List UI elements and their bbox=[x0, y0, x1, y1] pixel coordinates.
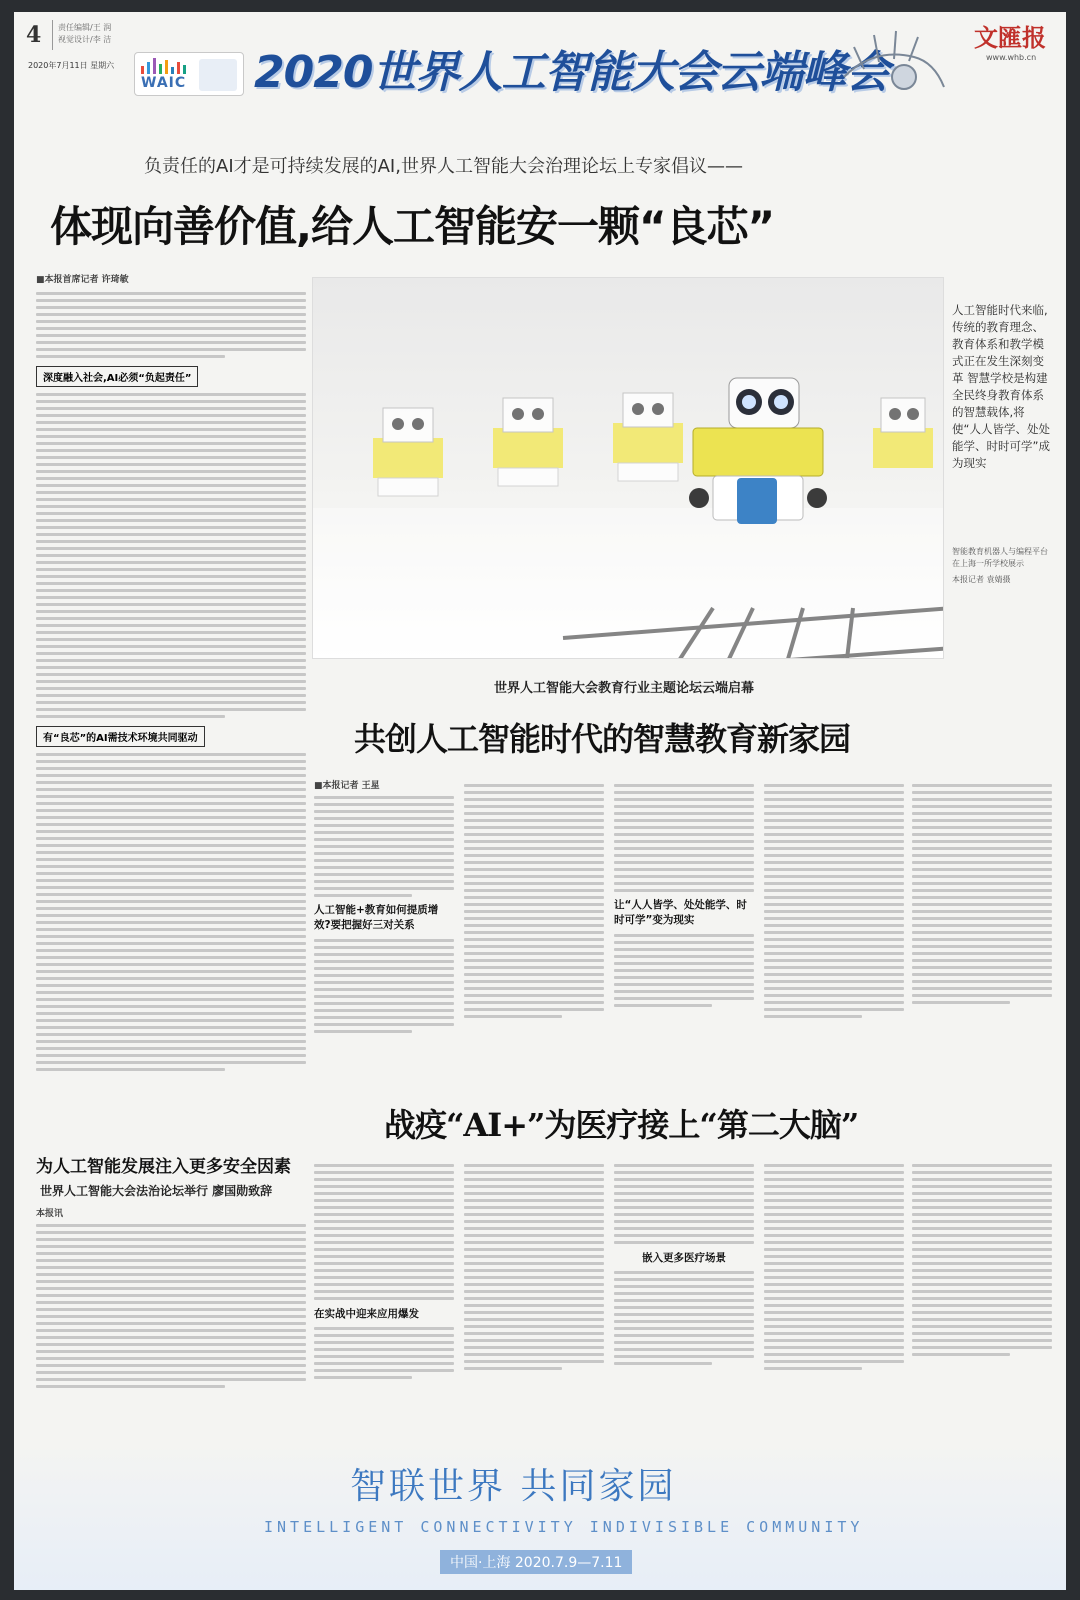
edu-headline: 共创人工智能时代的智慧教育新家园 bbox=[354, 720, 851, 758]
photo-caption-sidebar bbox=[952, 302, 1052, 652]
robot-scene-svg bbox=[313, 278, 944, 659]
lead-byline: ■本报首席记者 许琦敏 bbox=[36, 275, 129, 285]
editor-info-2: 视觉设计/李 洁 bbox=[58, 35, 112, 44]
medical-subhead-1: 在实战中迎来应用爆发 bbox=[314, 1308, 419, 1320]
lead-headline: 体现向善价值,给人工智能安一颗“良芯” bbox=[50, 202, 775, 251]
page-number: 4 bbox=[26, 22, 42, 48]
lead-body-paragraph-3 bbox=[36, 753, 306, 1071]
medical-subhead-2: 嵌入更多医疗场景 bbox=[642, 1252, 726, 1264]
edu-byline: ■本报记者 王星 bbox=[314, 781, 380, 791]
lead-article-body bbox=[36, 274, 306, 1134]
medical-column-5 bbox=[912, 1160, 1052, 1430]
edu-subhead-2: 让“人人皆学、处处能学、时时可学”变为现实 bbox=[614, 899, 747, 926]
footer-slogan-en: INTELLIGENT CONNECTIVITY INDIVISIBLE COMMUNITY bbox=[264, 1518, 864, 1536]
medical-column-2 bbox=[464, 1160, 604, 1430]
photo-credit: 本报记者 袁婧摄 bbox=[952, 575, 1011, 584]
security-subheadline: 世界人工智能大会法治论坛举行 廖国勋致辞 bbox=[40, 1184, 273, 1198]
caption-note: 智能教育机器人与编程平台在上海一所学校展示 bbox=[952, 547, 1048, 568]
footer-banner bbox=[14, 1442, 1066, 1590]
edu-subhead-1: 人工智能+教育如何提质增效?要把握好三对关系 bbox=[314, 904, 439, 931]
paper-url: www.whb.cn bbox=[986, 53, 1037, 62]
medical-column-1 bbox=[314, 1160, 454, 1430]
waic-logo-text: WAIC bbox=[141, 75, 187, 91]
background-robots bbox=[373, 393, 933, 496]
robot-photo bbox=[312, 277, 944, 659]
lead-body-paragraph-2 bbox=[36, 393, 306, 718]
waic-logo bbox=[134, 52, 244, 96]
edu-kicker: 世界人工智能大会教育行业主题论坛云端启幕 bbox=[494, 681, 755, 696]
footer-slogan: 智联世界 共同家园 bbox=[350, 1466, 677, 1507]
security-byline: 本报讯 bbox=[36, 1209, 64, 1219]
caption-sidebar-text: 人工智能时代来临,传统的教育理念、教育体系和教学模式正在发生深刻变革 智慧学校是构建全民终身教育体系的智慧载体,将使“人人皆学、处处能学、时时可学”成为现实 bbox=[952, 303, 1050, 470]
medical-headline: 战疫“AI+”为医疗接上“第二大脑” bbox=[384, 1106, 859, 1144]
edu-column-4 bbox=[764, 780, 904, 1070]
signal-bars-icon bbox=[141, 58, 197, 74]
issue-date: 2020年7月11日 星期六 bbox=[28, 61, 115, 70]
medical-column-3 bbox=[614, 1160, 754, 1430]
newspaper-page bbox=[14, 12, 1066, 1590]
edu-column-1 bbox=[314, 780, 454, 1070]
foreground-robot bbox=[689, 378, 827, 524]
paper-name: 文匯报 bbox=[974, 23, 1046, 52]
footer-location-date: 中国·上海 2020.7.9—7.11 bbox=[440, 1550, 632, 1574]
edu-column-2 bbox=[464, 780, 604, 1070]
edu-column-3 bbox=[614, 780, 754, 1070]
editor-info-1: 责任编辑/王 润 bbox=[58, 23, 112, 32]
lead-subhead-1: 深度融入社会,AI必须“负起责任” bbox=[36, 366, 198, 387]
robot-hand-illustration bbox=[834, 17, 964, 117]
masthead bbox=[14, 12, 1066, 117]
security-headline: 为人工智能发展注入更多安全因素 bbox=[36, 1157, 291, 1177]
security-body bbox=[36, 1208, 306, 1418]
edu-column-5 bbox=[912, 780, 1052, 1070]
lead-subhead-2: 有“良芯”的AI需技术环境共同驱动 bbox=[36, 726, 205, 747]
medical-column-4 bbox=[764, 1160, 904, 1430]
banner-title: 2020世界人工智能大会云端峰会 bbox=[254, 47, 889, 98]
lead-kicker: 负责任的AI才是可持续发展的AI,世界人工智能大会治理论坛上专家倡议—— bbox=[144, 156, 743, 177]
lead-body-paragraph-1 bbox=[36, 292, 306, 358]
